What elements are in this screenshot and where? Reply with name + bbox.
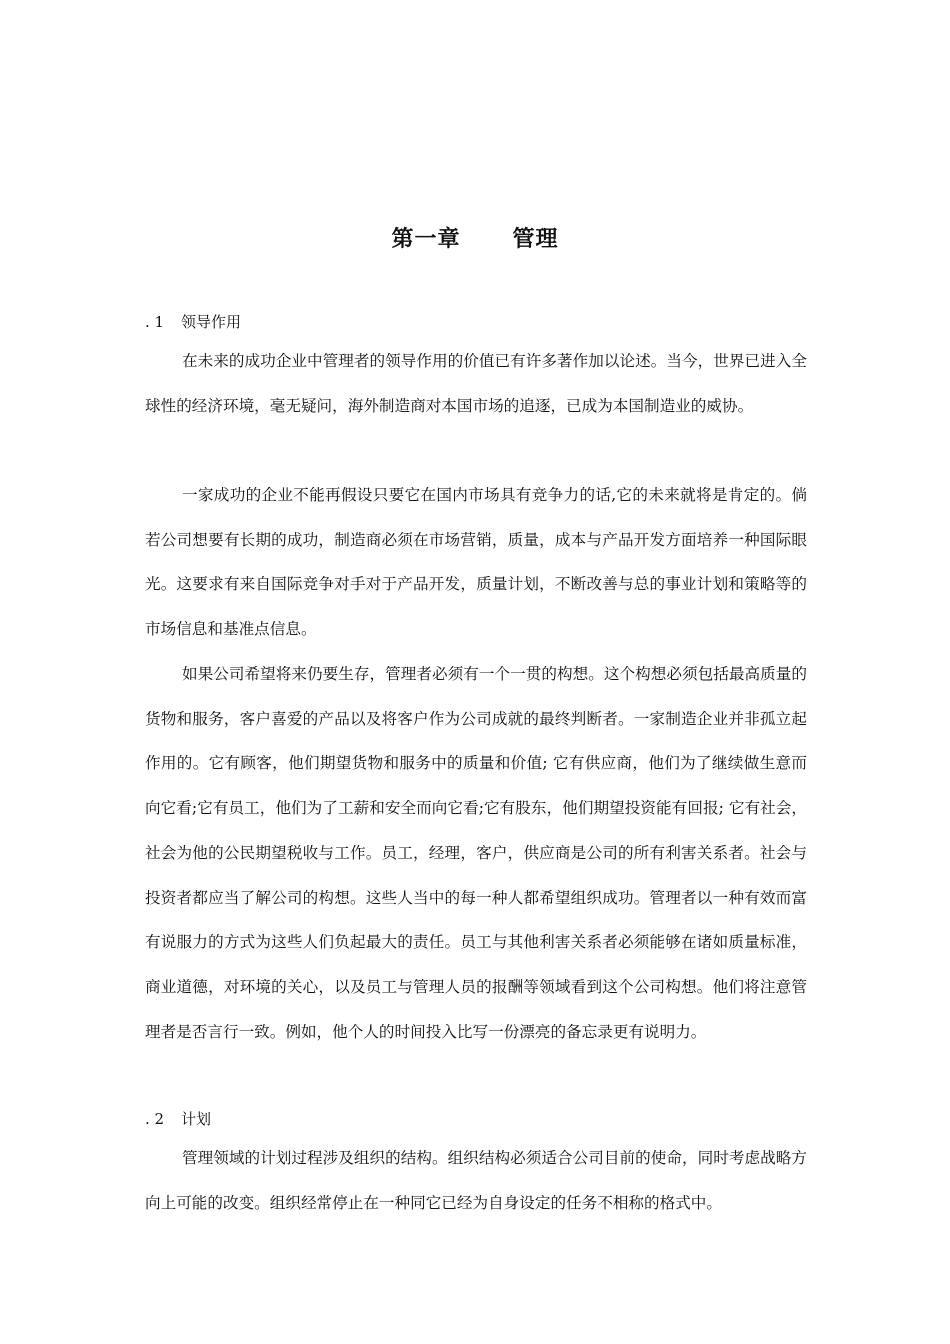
section-heading-2 — [145, 1108, 211, 1129]
paragraph: 管理领域的计划过程涉及组织的结构。组织结构必须适合公司目前的使命，同时考虑战略方向上可能的改变。组织经常停止在一种同它已经为自身设定的任务不相称的格式中。 — [145, 1149, 807, 1212]
section-title: 领导作用 — [181, 313, 242, 331]
paragraph: 一家成功的企业不能再假设只要它在国内市场具有竞争力的话,它的未来就将是肯定的。倘若公司想要有长期的成功，制造商必须在市场营销，质量，成本与产品开发方面培养一种国际眼光。这要求有来自国际竞争对手对于产品开发，质量计划，不断改善与总的事业计划和策略等的市场信息和基准点信息。 — [145, 486, 807, 639]
section-number: . 2 — [145, 1110, 165, 1128]
paragraph: 在未来的成功企业中管理者的领导作用的价值已有许多著作加以论述。当今，世界已进入全球性的经济环境，毫无疑问，海外制造商对本国市场的追逐，已成为本国制造业的威协。 — [145, 352, 807, 415]
section-title: 计划 — [181, 1110, 212, 1128]
chapter-name: 管理 — [512, 227, 559, 252]
section-heading-1 — [145, 311, 241, 332]
chapter-title — [0, 222, 950, 253]
section-number: . 1 — [145, 313, 165, 331]
paragraph: 如果公司希望将来仍要生存，管理者必须有一个一贯的构想。这个构想必须包括最高质量的货物和服务，客户喜爱的产品以及将客户作为公司成就的最终判断者。一家制造企业并非孤立起作用的。它有顾客，他们期望货物和服务中的质量和价值; 它有供应商，他们为了继续做生意而向它看;它有员工，他们为了工薪和安全而向它看;它有股东，他们期望投资能有回报; 它有社会，社会为他的公民期望税收与工作。员工，经理，客户，供应商是公司的所有利害关系者。社会与投资者都应当了解公司的构想。这些人当中的每一种人都希望组织成功。管理者以一种有效而富有说服力的方式为这些人们负起最大的责任。员工与其他利害关系者必须能够在诸如质量标准，商业道德，对环境的关心，以及员工与管理人员的报酬等领域看到这个公司构想。他们将注意管理者是否言行一致。例如，他个人的时间投入比写一份漂亮的备忘录更有说明力。 — [145, 665, 807, 1041]
chapter-number: 第一章 — [391, 227, 461, 252]
